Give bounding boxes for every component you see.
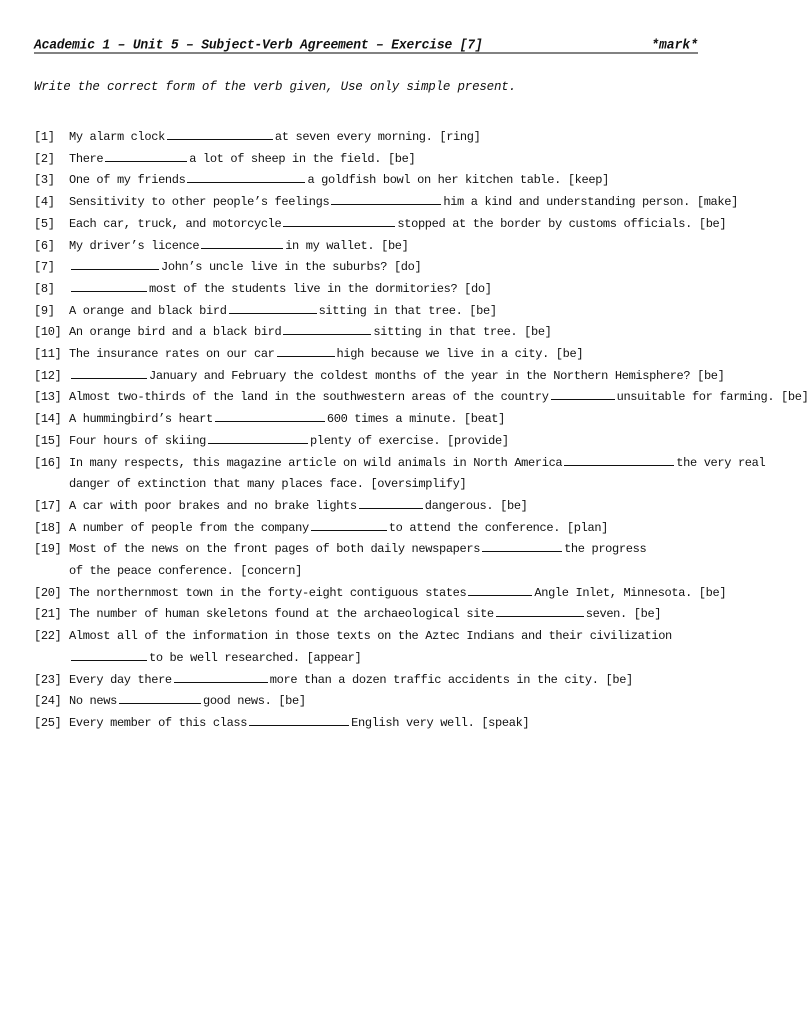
question-line bbox=[69, 170, 730, 192]
question-line bbox=[69, 474, 730, 496]
answer-blank[interactable] bbox=[277, 344, 335, 357]
question-number: [24] bbox=[34, 694, 62, 709]
question-text: In many respects, this magazine article on wild animals in North America bbox=[69, 455, 563, 470]
answer-blank[interactable] bbox=[167, 127, 273, 140]
question-line bbox=[69, 322, 730, 344]
question-text: Almost all of the information in those texts on the Aztec Indians and their civilization bbox=[69, 629, 672, 644]
answer-blank[interactable] bbox=[468, 583, 532, 596]
question-text: There bbox=[69, 151, 104, 166]
question-body bbox=[69, 344, 730, 366]
question-body bbox=[69, 583, 730, 605]
question-body bbox=[69, 301, 730, 323]
question-line bbox=[69, 387, 808, 409]
question-number: [3] bbox=[34, 173, 55, 188]
answer-blank[interactable] bbox=[71, 366, 147, 379]
question-number: [25] bbox=[34, 715, 62, 730]
question-line bbox=[69, 453, 766, 475]
question-number: [8] bbox=[34, 281, 55, 296]
question-text: a lot of sheep in the field. [be] bbox=[189, 151, 416, 166]
question-number: [12] bbox=[34, 368, 62, 383]
question-text: English very well. [speak] bbox=[351, 715, 530, 730]
answer-blank[interactable] bbox=[174, 670, 268, 683]
question-text: One of my friends bbox=[69, 173, 186, 188]
question-item bbox=[34, 670, 730, 692]
answer-blank[interactable] bbox=[215, 409, 325, 422]
answer-blank[interactable] bbox=[71, 279, 147, 292]
question-line bbox=[69, 431, 730, 453]
question-text: plenty of exercise. [provide] bbox=[310, 433, 509, 448]
question-item bbox=[34, 301, 730, 323]
question-body bbox=[69, 518, 730, 540]
question-text: sitting in that tree. [be] bbox=[318, 303, 497, 318]
question-item bbox=[34, 626, 730, 669]
question-text: A car with poor brakes and no brake lights bbox=[69, 498, 357, 513]
question-text: Every day there bbox=[69, 672, 172, 687]
question-line bbox=[69, 518, 730, 540]
question-number: [21] bbox=[34, 607, 62, 622]
question-body bbox=[69, 539, 730, 582]
question-text: My driver’s licence bbox=[69, 238, 200, 253]
question-text: dangerous. [be] bbox=[424, 498, 528, 513]
question-number: [10] bbox=[34, 325, 62, 340]
question-item bbox=[34, 366, 730, 388]
question-item bbox=[34, 127, 730, 149]
question-line bbox=[69, 409, 730, 431]
question-line bbox=[69, 236, 730, 258]
instruction-text: Write the correct form of the verb given, Use only simple present. bbox=[34, 80, 516, 94]
answer-blank[interactable] bbox=[229, 301, 317, 314]
question-item bbox=[34, 713, 730, 735]
question-number: [2] bbox=[34, 151, 55, 166]
question-text: in my wallet. [be] bbox=[285, 238, 409, 253]
question-text: seven. [be] bbox=[585, 607, 662, 622]
question-text: of the peace conference. [concern] bbox=[69, 564, 302, 579]
answer-blank[interactable] bbox=[71, 648, 147, 661]
question-text: to attend the conference. [plan] bbox=[388, 520, 609, 535]
question-item bbox=[34, 583, 730, 605]
question-item bbox=[34, 518, 730, 540]
question-body bbox=[69, 431, 730, 453]
question-text: Most of the news on the front pages of both daily newspapers bbox=[69, 542, 481, 557]
question-body bbox=[69, 604, 730, 626]
worksheet-header bbox=[34, 31, 698, 53]
question-line bbox=[69, 192, 738, 214]
answer-blank[interactable] bbox=[119, 691, 201, 704]
question-text: unsuitable for farming. [be] bbox=[616, 390, 808, 405]
answer-blank[interactable] bbox=[208, 431, 308, 444]
question-line bbox=[69, 257, 730, 279]
question-line bbox=[69, 583, 730, 605]
question-item bbox=[34, 257, 730, 279]
question-body bbox=[69, 279, 730, 301]
question-item bbox=[34, 192, 738, 214]
question-line bbox=[69, 496, 730, 518]
question-item bbox=[34, 236, 730, 258]
question-line bbox=[69, 648, 730, 670]
question-number: [5] bbox=[34, 216, 55, 231]
question-line bbox=[69, 626, 730, 648]
question-text: Four hours of skiing bbox=[69, 433, 207, 448]
question-item bbox=[34, 344, 730, 366]
answer-blank[interactable] bbox=[482, 539, 562, 552]
question-text: A orange and black bird bbox=[69, 303, 227, 318]
answer-blank[interactable] bbox=[187, 170, 305, 183]
question-number: [6] bbox=[34, 238, 55, 253]
question-item bbox=[34, 149, 730, 171]
question-text: Angle Inlet, Minnesota. [be] bbox=[534, 585, 727, 600]
question-text: the progress bbox=[564, 542, 647, 557]
question-list bbox=[34, 127, 808, 735]
question-text: No news bbox=[69, 694, 117, 709]
question-text: good news. [be] bbox=[202, 694, 306, 709]
question-number: [13] bbox=[34, 390, 62, 405]
question-line bbox=[69, 691, 730, 713]
question-text: Sensitivity to other people’s feelings bbox=[69, 195, 330, 210]
question-text: high because we live in a city. [be] bbox=[336, 347, 584, 362]
question-text: The number of human skeletons found at the archaeological site bbox=[69, 607, 494, 622]
answer-blank[interactable] bbox=[551, 387, 615, 400]
question-number: [7] bbox=[34, 260, 55, 275]
question-item bbox=[34, 214, 730, 236]
question-number: [16] bbox=[34, 455, 62, 470]
question-line bbox=[69, 670, 730, 692]
question-item bbox=[34, 322, 730, 344]
question-item bbox=[34, 496, 730, 518]
question-text: more than a dozen traffic accidents in the city. [be] bbox=[269, 672, 633, 687]
question-body bbox=[69, 670, 730, 692]
question-body bbox=[69, 149, 730, 171]
answer-blank[interactable] bbox=[201, 236, 283, 249]
question-number: [22] bbox=[34, 629, 62, 644]
question-line bbox=[69, 366, 730, 388]
question-number: [14] bbox=[34, 412, 62, 427]
question-text: to be well researched. [appear] bbox=[149, 650, 362, 665]
question-body bbox=[69, 127, 730, 149]
question-line bbox=[69, 539, 730, 561]
question-item bbox=[34, 170, 730, 192]
question-item bbox=[34, 604, 730, 626]
question-line bbox=[69, 713, 730, 735]
question-text: An orange bird and a black bird bbox=[69, 325, 282, 340]
question-body bbox=[69, 453, 766, 496]
question-line bbox=[69, 279, 730, 301]
question-number: [9] bbox=[34, 303, 55, 318]
question-text: A number of people from the company bbox=[69, 520, 309, 535]
question-text: January and February the coldest months of the year in the Northern Hemisphere? [be] bbox=[149, 368, 725, 383]
answer-blank[interactable] bbox=[105, 149, 187, 162]
question-number: [23] bbox=[34, 672, 62, 687]
question-text: A hummingbird’s heart bbox=[69, 412, 213, 427]
question-number: [4] bbox=[34, 195, 55, 210]
answer-blank[interactable] bbox=[311, 518, 387, 531]
question-line bbox=[69, 214, 730, 236]
question-text: at seven every morning. [ring] bbox=[274, 130, 481, 144]
question-text: the very real bbox=[676, 455, 766, 470]
answer-blank[interactable] bbox=[283, 322, 371, 335]
question-number: [15] bbox=[34, 433, 62, 448]
question-body bbox=[69, 322, 730, 344]
question-line bbox=[69, 301, 730, 323]
answer-blank[interactable] bbox=[71, 257, 159, 270]
question-body bbox=[69, 409, 730, 431]
answer-blank[interactable] bbox=[564, 453, 674, 466]
question-text: sitting in that tree. [be] bbox=[373, 325, 552, 340]
question-body bbox=[69, 713, 730, 735]
question-number: [1] bbox=[34, 130, 55, 144]
question-body bbox=[69, 496, 730, 518]
answer-blank[interactable] bbox=[496, 604, 584, 617]
answer-blank[interactable] bbox=[283, 214, 395, 227]
question-text: Almost two-thirds of the land in the southwestern areas of the country bbox=[69, 390, 549, 405]
question-line bbox=[69, 604, 730, 626]
question-item bbox=[34, 431, 730, 453]
question-number: [19] bbox=[34, 542, 62, 557]
question-item bbox=[34, 279, 730, 301]
question-number: [20] bbox=[34, 585, 62, 600]
question-number: [17] bbox=[34, 498, 62, 513]
question-text: stopped at the border by customs officials. [be] bbox=[397, 216, 727, 231]
question-text: danger of extinction that many places face. [oversimplify] bbox=[69, 477, 467, 492]
question-text: him a kind and understanding person. [make] bbox=[443, 195, 738, 210]
answer-blank[interactable] bbox=[359, 496, 423, 509]
question-item bbox=[34, 691, 730, 713]
question-body bbox=[69, 214, 730, 236]
question-text: The insurance rates on our car bbox=[69, 347, 275, 362]
question-text: John’s uncle live in the suburbs? [do] bbox=[161, 260, 422, 275]
question-line bbox=[69, 344, 730, 366]
question-text: 600 times a minute. [beat] bbox=[326, 412, 506, 427]
question-number: [18] bbox=[34, 520, 62, 535]
question-text: My alarm clock bbox=[69, 130, 165, 144]
question-text: Each car, truck, and motorcycle bbox=[69, 216, 282, 231]
question-line bbox=[69, 149, 730, 171]
answer-blank[interactable] bbox=[249, 713, 349, 726]
question-body bbox=[69, 257, 730, 279]
question-body bbox=[69, 387, 808, 409]
question-item bbox=[34, 539, 730, 582]
question-body bbox=[69, 170, 730, 192]
question-line bbox=[69, 561, 730, 583]
question-body bbox=[69, 192, 738, 214]
question-text: most of the students live in the dormitories? [do] bbox=[149, 281, 492, 296]
question-body bbox=[69, 626, 730, 669]
worksheet-title: Academic 1 – Unit 5 – Subject-Verb Agreement – Exercise [7] bbox=[34, 36, 483, 53]
mark-label: *mark* bbox=[651, 36, 698, 53]
question-item bbox=[34, 387, 808, 409]
question-line bbox=[69, 127, 730, 149]
question-text: a goldfish bowl on her kitchen table. [keep] bbox=[307, 173, 609, 188]
answer-blank[interactable] bbox=[331, 192, 441, 205]
question-body bbox=[69, 236, 730, 258]
question-number: [11] bbox=[34, 347, 62, 362]
question-item bbox=[34, 409, 730, 431]
question-item bbox=[34, 453, 766, 496]
question-text: Every member of this class bbox=[69, 715, 248, 730]
question-body bbox=[69, 366, 730, 388]
question-text: The northernmost town in the forty-eight contiguous states bbox=[69, 585, 467, 600]
question-body bbox=[69, 691, 730, 713]
